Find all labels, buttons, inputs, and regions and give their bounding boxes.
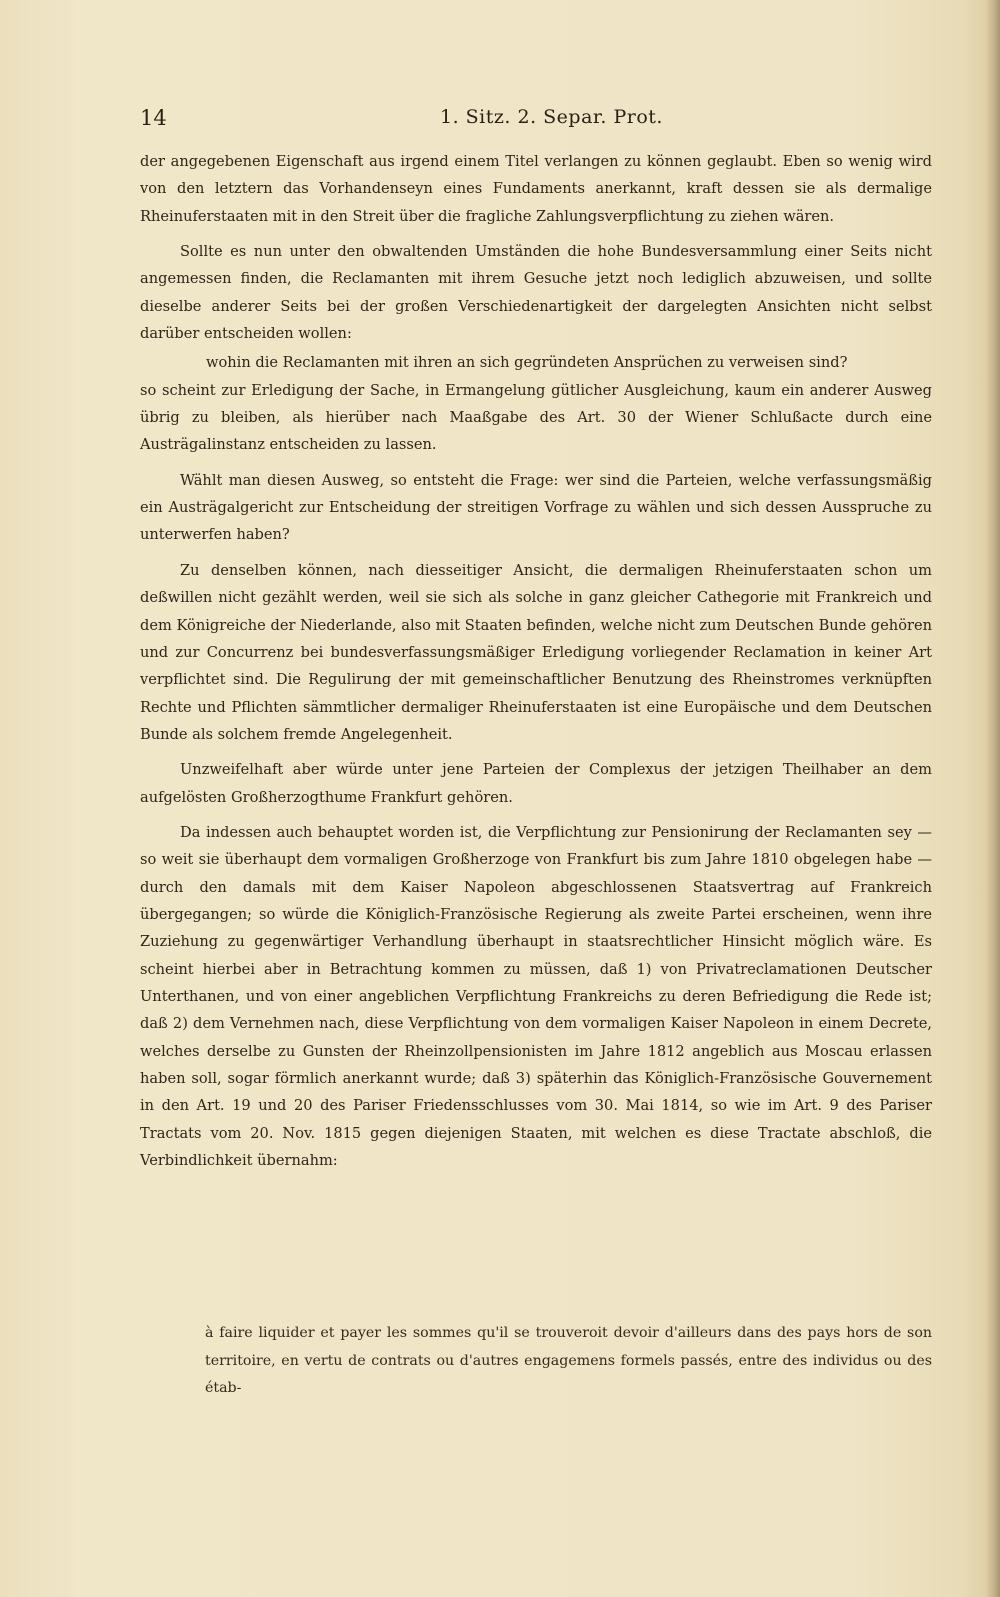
paragraph-3: so scheint zur Erledigung der Sache, in Ermangelung gütlicher Ausgleichung, kaum ein anderer Ausweg übrig zu bleiben, als hierüber nach Maaßgabe des Art. 30 der Wiener Schlußacte durch eine Austrägalinstanz entscheiden zu lassen. bbox=[140, 381, 932, 454]
page-edge-shadow bbox=[986, 0, 1000, 1597]
page-header bbox=[140, 106, 930, 136]
paragraph-1: der angegebenen Eigenschaft aus irgend einem Titel verlangen zu können geglaubt. Eben so wenig wird von den letztern das Vorhandenseyn eines Fundaments anerkannt, kraft dessen sie als dermalige Rheinuferstaaten mit in den Streit über die fragliche Zahlungsverpflichtung zu ziehen wären. bbox=[140, 153, 932, 225]
paragraph-2: Sollte es nun unter den obwaltenden Umständen die hohe Bundesversammlung einer Seits nicht angemessen finden, die Reclamanten mit ihrem Gesuche jetzt noch lediglich abzuweisen, und sollte dieselbe anderer Seits bei der großen Verschiedenartigkeit der dargelegten Ansichten nicht selbst darüber entscheiden wollen: bbox=[140, 243, 932, 343]
question-quote: wohin die Reclamanten mit ihren an sich gegründeten Ansprüchen zu verweisen sind? bbox=[206, 354, 848, 372]
paragraph-7: Da indessen auch behauptet worden ist, die Verpflichtung zur Pensionirung der Reclamanten sey — so weit sie überhaupt dem vormaligen Großherzoge von Frankfurt bis zum Jahre 1810 obgelegen habe — durch den damals mit dem Kaiser Napoleon abgeschlossenen Staatsvertrag auf Frankreich übergegangen; so würde die Königlich-Französische Regierung als zweite Partei erscheinen, wenn ihre Zuziehung zu gegenwärtiger Verhandlung überhaupt in staatsrechtlicher Hinsicht möglich wäre. Es scheint hierbei aber in Betrachtung kommen zu müssen, daß 1) von Privatreclamationen Deutscher Unterthanen, und von einer angeblichen Verpflichtung Frankreichs zu deren Befriedigung die Rede ist; daß 2) dem Vernehmen nach, diese Verpflichtung von dem vormaligen Kaiser Napoleon in einem Decrete, welches derselbe zu Gunsten der Rheinzollpensionisten im Jahre 1812 angeblich aus Moscau erlassen haben soll, sogar förmlich anerkannt wurde; daß 3) späterhin das Königlich-Französische Gouvernement in den Art. 19 und 20 des Pariser Friedensschlusses vom 30. Mai 1814, so wie im Art. 9 des Pariser Tractats vom 20. Nov. 1815 gegen diejenigen Staaten, mit welchen es diese Tractate abschloß, die Verbindlichkeit übernahm: bbox=[140, 823, 932, 1170]
paragraph-4: Wählt man diesen Ausweg, so entsteht die Frage: wer sind die Parteien, welche verfassungsmäßig ein Austrägalgericht zur Entscheidung der streitigen Vorfrage zu wählen und sich dessen Ausspruche zu unterwerfen haben? bbox=[140, 471, 932, 544]
page-number: 14 bbox=[140, 106, 167, 130]
running-title: 1. Sitz. 2. Separ. Prot. bbox=[440, 106, 663, 128]
paragraph-6: Unzweifelhaft aber würde unter jene Parteien der Complexus der jetzigen Theilhaber an dem aufgelösten Großherzogthume Frankfurt gehören. bbox=[140, 761, 932, 806]
body-text bbox=[140, 148, 932, 1174]
french-quote bbox=[205, 1320, 932, 1403]
french-quote-text: à faire liquider et payer les sommes qu'il se trouveroit devoir d'ailleurs dans des pays hors de son territoire, en vertu de contrats ou d'autres engagemens formels passés, entre des individus ou des étab- bbox=[205, 1325, 932, 1396]
paragraph-5: Zu denselben können, nach diesseitiger Ansicht, die dermaligen Rheinuferstaaten schon um deßwillen nicht gezählt werden, weil sie sich als solche in ganz gleicher Cathegorie mit Frankreich und dem Königreiche der Niederlande, also mit Staaten befinden, welche nicht zum Deutschen Bunde gehören und zur Concurrenz bei bundesverfassungsmäßiger Erledigung vorliegender Reclamation in keiner Art verpflichtet sind. Die Regulirung der mit gemeinschaftlicher Benutzung des Rheinstromes verknüpften Rechte und Pflichten sämmtlicher dermaliger Rheinuferstaaten ist eine Europäische und dem Deutschen Bunde als solchem fremde Angelegenheit. bbox=[140, 561, 932, 743]
